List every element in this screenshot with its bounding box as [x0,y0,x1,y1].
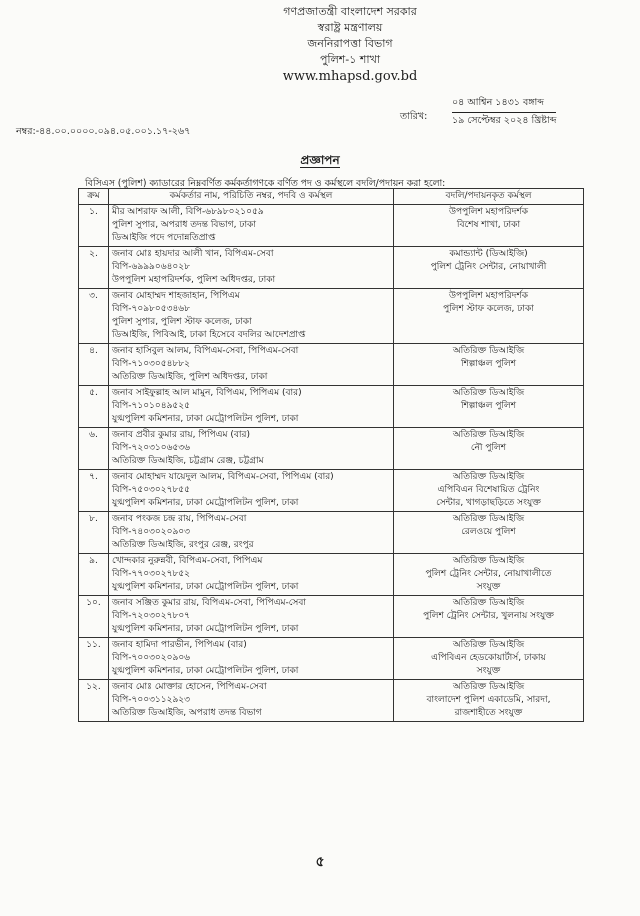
posting-line: এপিবিএন বিশেষায়িত ট্রেনিং [437,485,540,495]
posting-line: এপিবিএন হেডকোয়ার্টার্স, ঢাকায় [431,653,546,663]
posting-line: পুলিশ স্টাফ কলেজ, ঢাকা [443,304,534,314]
officer-line: জনাব হাসিবুল আলম, বিপিএম-সেবা, পিপিএম-সেবা [112,346,299,356]
table-row [79,386,584,428]
officer-line: জনাব মোহাম্মদ শাহজাহান, পিপিএম [112,291,240,301]
posting-line: সেন্টার, খাগড়াছড়িতে সংযুক্ত [436,498,541,508]
row-serial: ৭. [79,470,109,512]
row-posting [394,428,584,470]
posting-line: সংযুক্ত [476,666,501,676]
posting-line: কমান্ড্যান্ট (ডিআইজি) [449,249,528,259]
memo-number: নম্বর:-৪৪.০০.০০০০.০৯৪.০৫.০০১.১৭-২৬৭ [16,126,191,137]
posting-line: উপপুলিশ মহাপরিদর্শক [448,291,528,301]
row-posting [394,247,584,289]
table-row [79,638,584,680]
officer-line: বিপি-৭১০১০৪৯৫২৫ [112,401,190,411]
posting-line: শিল্পাঞ্চল পুলিশ [460,401,517,411]
row-posting [394,680,584,722]
officer-line: অতিরিক্ত ডিআইজি, চট্টগ্রাম রেঞ্জ, চট্টগ্রাম [112,456,264,466]
row-serial: ৫. [79,386,109,428]
header-website: www.mhapsd.gov.bd [282,69,418,84]
letterhead [0,4,640,86]
row-officer [109,205,394,247]
officer-line: পুলিশ সুপার, অপরাধ তদন্ত বিভাগ, ঢাকা [112,220,256,230]
posting-line: বিশেষ শাখা, ঢাকা [456,220,521,230]
officer-line: মীর আশরাফ আলী, বিপি-৬৮৯৮০২১০৫৯ [112,207,264,217]
officer-line: জনাব সাইফুল্লাহ আল মামুন, বিপিএম, পিপিএম (বার) [112,388,302,398]
posting-line: রেলওয়ে পুলিশ [461,527,516,537]
row-posting [394,344,584,386]
posting-line: অতিরিক্ত ডিআইজি [452,514,525,524]
table-row [79,470,584,512]
officer-line: অতিরিক্ত ডিআইজি, রংপুর রেঞ্জ, রংপুর [112,540,254,550]
officer-line: জনাব মোহাম্মদ যায়েদুল আলম, বিপিএম-সেবা, পিপিএম (বার) [112,472,334,482]
table-row [79,512,584,554]
row-serial: ১১. [79,638,109,680]
posting-line: অতিরিক্ত ডিআইজি [452,556,525,566]
row-posting [394,638,584,680]
row-serial: ১. [79,205,109,247]
header-line-government: গণপ্রজাতন্ত্রী বাংলাদেশ সরকার [283,5,417,18]
officer-line: বিপি-৭৭০৩০২৭৮৫২ [112,569,191,579]
row-posting [394,386,584,428]
header-line-branch: পুলিশ-১ শাখা [319,53,381,66]
row-officer [109,289,394,344]
officer-line: যুগ্মপুলিশ কমিশনার, ঢাকা মেট্রোপলিটন পুলিশ, ঢাকা [112,624,299,634]
row-officer [109,596,394,638]
officer-line: বিপি-৭৫০৩০২৭৮৫৫ [112,485,190,495]
header-serial: ক্রম [79,189,109,205]
officer-line: অতিরিক্ত ডিআইজি, পুলিশ অধিদপ্তর, ঢাকা [112,372,268,382]
row-posting [394,470,584,512]
posting-line: অতিরিক্ত ডিআইজি [452,388,525,398]
table-row [79,554,584,596]
row-serial: ১০. [79,596,109,638]
date-label: তারিখ: [400,111,428,122]
table-row [79,205,584,247]
officer-line: বিপি-৭২০৩০২৭৮০৭ [112,611,191,621]
row-posting [394,205,584,247]
posting-line: অতিরিক্ত ডিআইজি [452,346,525,356]
intro-text: বিসিএস (পুলিশ) ক্যাডারের নিম্নবর্ণিত কর্মকর্তাগণকে বর্ণিত পদ ও কর্মস্থলে বদলি/পদায়ন করা হলো: [85,178,446,189]
posting-line: উপপুলিশ মহাপরিদর্শক [448,207,528,217]
officer-line: খোন্দকার নুরুন্নবী, বিপিএম-সেবা, পিপিএম [112,556,263,566]
header-officer: কর্মকর্তার নাম, পরিচিতি নম্বর, পদবি ও কর্মস্থল [109,189,394,205]
date-bangla: ০৪ আশ্বিন ১৪৩১ বঙ্গাব্দ [452,97,544,108]
table-header-row [79,189,584,205]
officer-line: জনাব সঞ্জিত কুমার রায়, বিপিএম-সেবা, পিপিএম-সেবা [112,598,306,608]
row-officer [109,344,394,386]
row-officer [109,428,394,470]
officer-line: ডিআইজি পদে পদোন্নতিপ্রাপ্ত [112,233,216,243]
officer-line: জনাব মোঃ মোক্তার হোসেন, পিপিএম-সেবা [112,682,267,692]
notice-title [0,152,640,172]
header-posting: বদলি/পদায়নকৃত কর্মস্থল [394,189,584,205]
row-officer [109,512,394,554]
posting-line: অতিরিক্ত ডিআইজি [452,430,525,440]
officer-line: জনাব পংকজ চন্দ্র রায়, পিপিএম-সেবা [112,514,247,524]
officer-line: পুলিশ সুপার, পুলিশ স্টাফ কলেজ, ঢাকা [112,317,252,327]
posting-line: রাজশাহীতে সংযুক্ত [454,708,523,718]
officer-line: বিপি-৭০০৩০২০৯০৬ [112,653,191,663]
officer-line: বিপি-৭২০৩১০৬৫৩৬ [112,443,191,453]
table-row [79,289,584,344]
row-officer [109,554,394,596]
date-english: ১৯ সেপ্টেম্বর ২০২৪ খ্রিষ্টাব্দ [452,112,556,129]
row-serial: ২. [79,247,109,289]
officer-line: যুগ্মপুলিশ কমিশনার, ঢাকা মেট্রোপলিটন পুলিশ, ঢাকা [112,666,299,676]
row-serial: ৯. [79,554,109,596]
officer-line: বিপি-৭০৯৮০৫৩৪৬৮ [112,304,190,314]
row-serial: ৪. [79,344,109,386]
officer-line: বিপি-৬৯৯৯০৬৪০২৮ [112,262,190,272]
officer-line: যুগ্মপুলিশ কমিশনার, ঢাকা মেট্রোপলিটন পুলিশ, ঢাকা [112,582,299,592]
posting-line: অতিরিক্ত ডিআইজি [452,598,525,608]
header-line-division: জননিরাপত্তা বিভাগ [307,37,393,50]
officer-line: জনাব প্রবীর কুমার রায়, পিপিএম (বার) [112,430,250,440]
row-serial: ৩. [79,289,109,344]
table-row [79,344,584,386]
posting-line: অতিরিক্ত ডিআইজি [452,682,525,692]
officer-line: জনাব মোঃ হায়দার আলী খান, বিপিএম-সেবা [112,249,274,259]
posting-line: অতিরিক্ত ডিআইজি [452,640,525,650]
row-posting [394,289,584,344]
row-officer [109,638,394,680]
officer-line: বিপি-৭৪০৩০২০৯০৩ [112,527,191,537]
posting-line: নৌ পুলিশ [470,443,507,453]
officer-line: জনাব হামিদা পারভীন, পিপিএম (বার) [112,640,247,650]
officer-line: বিপি-৭০০৩১১২৯২৩ [112,695,190,705]
row-serial: ৮. [79,512,109,554]
table-row [79,680,584,722]
row-officer [109,386,394,428]
posting-line: পুলিশ ট্রেনিং সেন্টার, নোয়াখালীতে [425,569,552,579]
posting-line: সংযুক্ত [476,582,501,592]
officer-line: উপপুলিশ মহাপরিদর্শক, পুলিশ অধিদপ্তর, ঢাকা [112,275,276,285]
officer-line: অতিরিক্ত ডিআইজি, অপরাধ তদন্ত বিভাগ [112,708,262,718]
posting-line: পুলিশ ট্রেনিং সেন্টার, খুলনায় সংযুক্ত [423,611,554,621]
row-posting [394,596,584,638]
table-row [79,247,584,289]
posting-line: পুলিশ ট্রেনিং সেন্টার, নোয়াখালী [430,262,547,272]
row-posting [394,554,584,596]
posting-line: শিল্পাঞ্চল পুলিশ [460,359,517,369]
officer-line: বিপি-৭১০৩০৫৪৮৮২ [112,359,190,369]
officer-line: যুগ্মপুলিশ কমিশনার, ঢাকা মেট্রোপলিটন পুলিশ, ঢাকা [112,414,299,424]
transfer-table [78,188,584,722]
row-serial: ৬. [79,428,109,470]
row-officer [109,247,394,289]
table-row [79,428,584,470]
table-row [79,596,584,638]
officer-line: যুগ্মপুলিশ কমিশনার, ঢাকা মেট্রোপলিটন পুলিশ, ঢাকা [112,498,299,508]
row-serial: ১২. [79,680,109,722]
posting-line: বাংলাদেশ পুলিশ একাডেমি, সারদা, [426,695,551,705]
row-posting [394,512,584,554]
page-mark: ৫ [315,854,325,870]
notice-title-text: প্রজ্ঞাপন [300,153,340,167]
officer-line: ডিআইজি, পিবিআই, ঢাকা হিসেবে বদলির আদেশপ্রাপ্ত [112,330,306,340]
row-officer [109,680,394,722]
row-officer [109,470,394,512]
posting-line: অতিরিক্ত ডিআইজি [452,472,525,482]
header-line-ministry: স্বরাষ্ট্র মন্ত্রণালয় [317,21,383,34]
